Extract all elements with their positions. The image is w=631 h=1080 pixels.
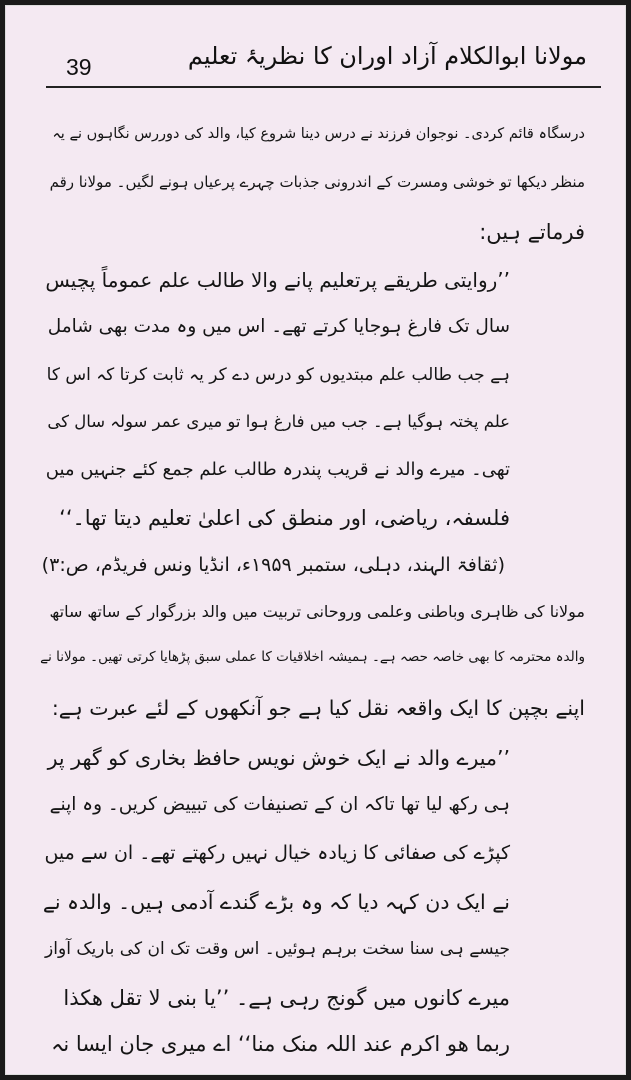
quote-line: میرے کانوں میں گونج رہی ہے۔ ’’یا بنی لا تقل ھکذا [63, 986, 510, 1010]
page-header [6, 6, 625, 80]
text-line: مولانا کی ظاہری وباطنی وعلمی وروحانی تربیت میں والد بزرگوار کے ساتھ ساتھ [49, 602, 585, 621]
quote-line: ہی رکھ لیا تھا تاکہ ان کے تصنیفات کی تبییض کریں۔ وہ اپنے [49, 794, 510, 815]
quote-line: فلسفہ، ریاضی، اور منطق کی اعلیٰ تعلیم دیتا تھا۔‘‘ [59, 506, 510, 530]
running-head: مولانا ابوالکلام آزاد اوران کا نظریۂ تعلیم [187, 42, 587, 70]
quote-line: سال تک فارغ ہوجایا کرتے تھے۔ اس میں وہ مدت بھی شامل [47, 316, 510, 337]
citation: (ثقافۃ الہند، دہلی، ستمبر ۱۹۵۹ء، انڈیا ونس فریڈم، ص:۳) [41, 554, 505, 576]
text-line: درسگاہ قائم کردی۔ نوجوان فرزند نے درس دینا شروع کیا، والد کی دوررس نگاہوں نے یہ [52, 126, 585, 142]
quote-line: جیسے ہی سنا سخت برہم ہوئیں۔ اس وقت تک ان کی باریک آواز [45, 939, 510, 959]
quote-line: ربما ھو اکرم عند اللہ منک منا‘‘ اے میری جان ایسا نہ [51, 1032, 510, 1056]
quote-line: تھی۔ میرے والد نے قریب پندرہ طالب علم جمع کئے جنہیں میں [45, 459, 510, 480]
quote-line: ’’روایتی طریقے پرتعلیم پانے والا طالب علم عموماً پچیس [45, 268, 510, 292]
header-rule [46, 86, 601, 88]
quote-line: ہے جب طالب علم مبتدیوں کو درس دے کر یہ ثابت کرتا کہ اس کا [46, 365, 510, 385]
quote-line: ’’میرے والد نے ایک خوش نویس حافظ بخاری کو گھر پر [47, 746, 510, 770]
page-number: 39 [66, 54, 92, 80]
quote-line: علم پختہ ہوگیا ہے۔ جب میں فارغ ہوا تو میری عمر سولہ سال کی [47, 412, 510, 431]
quote-line: کپڑے کی صفائی کا زیادہ خیال نہیں رکھتے تھے۔ ان سے میں [44, 842, 510, 864]
text-line: منظر دیکھا تو خوشی ومسرت کے اندرونی جذبات چہرے پرعیاں ہونے لگیں۔ مولانا رقم [49, 173, 585, 191]
text-line: والدہ محترمہ کا بھی خاصہ حصہ ہے۔ ہمیشہ اخلاقیات کا عملی سبق پڑھایا کرتی تھیں۔ مولانا نے [40, 649, 585, 665]
book-page [6, 6, 625, 1074]
text-line: فرماتے ہیں: [479, 220, 585, 244]
quote-line: نے ایک دن کہہ دیا کہ وہ بڑے گندے آدمی ہیں۔ والدہ نے [42, 890, 510, 914]
text-line: اپنے بچپن کا ایک واقعہ نقل کیا ہے جو آنکھوں کے لئے عبرت ہے: [51, 696, 585, 720]
